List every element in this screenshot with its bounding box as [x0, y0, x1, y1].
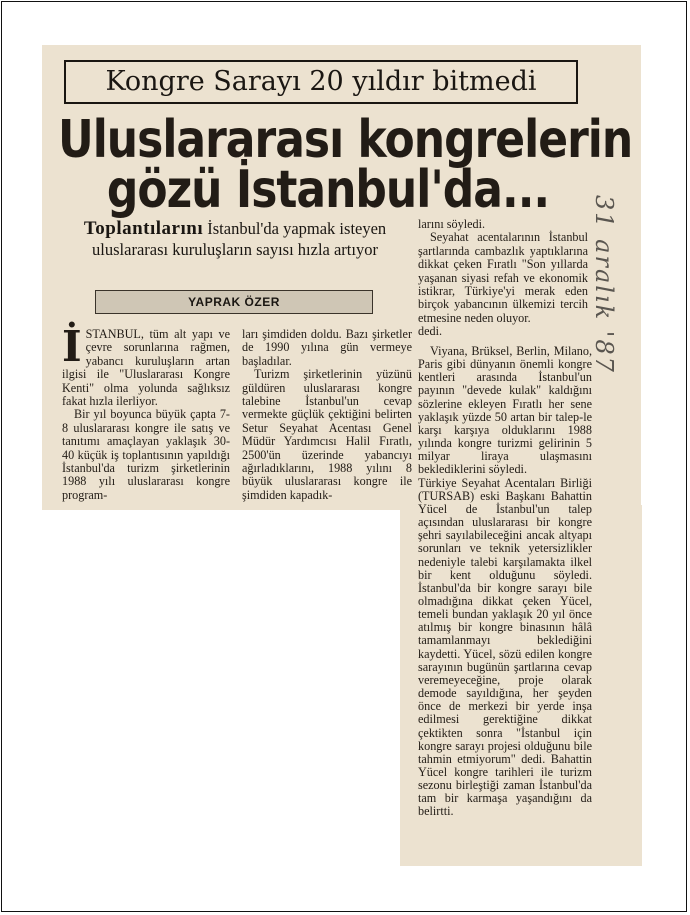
article-column-1 — [62, 322, 230, 502]
paragraph: Türkiye Seyahat Acentaları Birliği (TURSAB) eski Başkanı Bahattin Yücel de İstanbul'un talep açısından uluslararası bir kongre şehri sayılabileceğini ancak altyapı sorunları ve teknik yetersizlikler nedeniyle talebi karşılamakta ilkel bir kent olduğunu söyledi. İstanbul'da bir kongre sarayı bile olmadığına dikkat çeken Yücel, temeli bundan yaklaşık 20 yıl önce atılmış bir kongre binasının hâlâ tamamlanmayı beklediğini kaydetti. Yücel, sözü edilen kongre sarayının bugünün şartlarına cevap veremeyeceğine, proje olarak demode sayıldığına, her şeyden önce de merkezi bir yerde inşa edilmesi gerektiğine dikkat çektikten sonra "İstanbul için kongre sarayı projesi olduğunu bile tahmin etmiyorum" dedi. Bahattin Yücel kongre tarihleri ile turizm sezonu birleştiği zaman İstanbul'da tam bir karmaşa yaşandığını da belirtti. — [418, 475, 592, 819]
paragraph: STANBUL, tüm alt yapı ve çevre sorunlarına rağmen, yabancı kuruluşların artan ilgisi ile "Uluslararası Kongre Kenti" olma yolunda sağlıksız fakat hızla ilerliyor. — [62, 327, 230, 409]
paragraph: Viyana, Brüksel, Berlin, Milano, Paris gibi dünyanın önemli kongre kentleri arasında İstanbul'un payının "devede kulak" kaldığını sözlerine ekleyen Fıratlı her sene yaklaşık yüzde 50 artan bir talep-le karşı karşıya olduklarını 1988 yılında kongre turizmi gelirinin 5 milyar liraya ulaşmasını beklediklerini söyledi. — [418, 344, 592, 477]
deck-lead-word: Toplantılarını — [83, 218, 204, 239]
article-column-2 — [242, 328, 412, 502]
article-column-3-continued — [418, 345, 592, 819]
paragraph: dedi. — [418, 324, 443, 339]
byline: YAPRAK ÖZER — [95, 290, 373, 314]
paragraph: Bir yıl boyunca büyük çapta 7-8 uluslararası kongre ile satış ve tanıtımı amaçlayan yaklaşık 30-40 küçük iş toplantısının yapıldığı İstanbul'da turizm şirketlerinin 1988 yılı uluslararası kongre program- — [62, 407, 230, 502]
article-column-3-top — [418, 218, 588, 339]
drop-cap: İ — [62, 322, 82, 371]
paragraph: Seyahat acentalarının İstanbul şartlarında cambazlık yaptıklarına dikkat çeken Fıratlı "Son yıllarda yaşanan siyasi refah ve ekonomik istikrar, Türkiye'yi merak eden birçok yabancının ülkemizi tercih etmesine neden oluyor. — [418, 230, 588, 325]
deck-text: İstanbul'da yapmak isteyen uluslararası kuruluşların sayısı hızla artıyor — [92, 219, 387, 259]
headline-line-2: gözü İstanbul'da... — [106, 160, 550, 221]
paragraph: ları şimdiden doldu. Bazı şirketler de 1990 yılına gün vermeye başladılar. — [242, 327, 412, 368]
paragraph: Turizm şirketlerinin yüzünü güldüren uluslararası kongre talebine İstanbul'un cevap vermekte güçlük çektiğini belirten Setur Seyahat Acentası Genel Müdür Yardımcısı Halil Fıratlı, 2500'ün üzerinde yabancıyı ağırladıklarını, 1988 yılını 8 büyük uluslararası kongre ile şimdiden kapadık- — [242, 367, 412, 502]
headline-line-1: Uluslararası kongrelerin — [58, 110, 633, 171]
paragraph: larını söyledi. — [418, 217, 486, 231]
subheadline-deck — [74, 218, 396, 260]
handwritten-date: 31 aralık '87 — [590, 195, 618, 374]
kicker-headline: Kongre Sarayı 20 yıldır bitmedi — [64, 60, 578, 104]
